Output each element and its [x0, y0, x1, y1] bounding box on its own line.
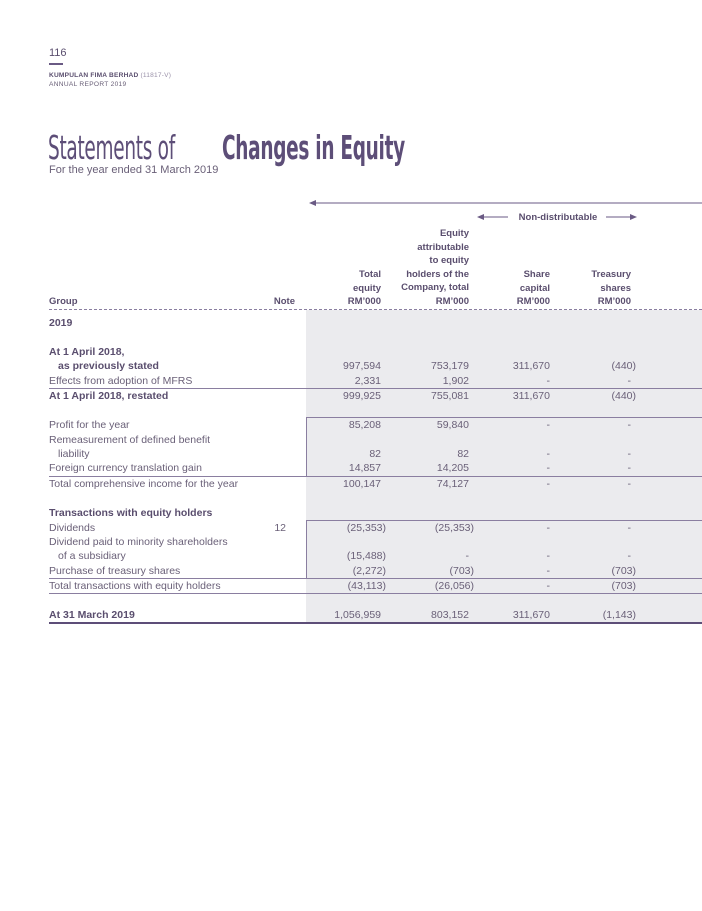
value-treasury-shares: (703): [611, 580, 636, 592]
value-equity-attributable: 59,840: [436, 419, 469, 431]
row-label: of a subsidiary: [58, 550, 126, 562]
value-total-equity: 999,925: [343, 390, 381, 402]
value-treasury-shares: -: [627, 478, 631, 490]
value-total-equity: 1,056,959: [334, 609, 381, 621]
page-number: 116: [49, 47, 67, 59]
value-treasury-shares: -: [627, 419, 631, 431]
row-divider: [49, 593, 702, 594]
registration-number: (11817-V): [140, 72, 172, 79]
value-share-capital: 311,670: [512, 609, 550, 621]
col-share-capital: [480, 268, 550, 309]
row-label: At 1 April 2018,: [49, 346, 125, 358]
report-name: ANNUAL REPORT 2019: [49, 81, 127, 88]
row-label: Effects from adoption of MFRS: [49, 375, 193, 387]
col-header-line: Equity: [439, 228, 469, 239]
value-equity-attributable: -: [465, 550, 469, 562]
col-header-line: attributable: [417, 241, 469, 253]
col-equity-attributable: [370, 227, 469, 308]
value-treasury-shares: -: [627, 462, 631, 474]
value-equity-attributable: (25,353): [434, 522, 474, 534]
col-treasury-shares: [560, 268, 631, 309]
col-header-line: shares: [600, 282, 631, 294]
row-note: 12: [274, 522, 286, 534]
value-total-equity: (15,488): [346, 550, 386, 562]
value-equity-attributable: (26,056): [434, 580, 474, 592]
value-share-capital: 311,670: [512, 360, 550, 372]
title-part-bold: Changes in Equity: [221, 128, 405, 167]
col-header-line: Total: [359, 269, 381, 280]
row-label: Remeasurement of defined benefit: [49, 434, 211, 446]
row-label: At 1 April 2018, restated: [49, 390, 169, 402]
value-share-capital: 311,670: [512, 390, 550, 402]
row-label: Purchase of treasury shares: [49, 565, 181, 577]
value-equity-attributable: 755,081: [431, 390, 469, 402]
row-label: Transactions with equity holders: [49, 507, 213, 519]
col-note: Note: [273, 296, 295, 307]
value-treasury-shares: -: [627, 550, 631, 562]
value-total-equity: (43,113): [347, 580, 386, 592]
col-header-line: Company, total: [401, 282, 469, 293]
value-equity-attributable: 803,152: [431, 609, 469, 621]
col-header-line: RM’000: [435, 295, 469, 307]
value-equity-attributable: 82: [457, 448, 469, 460]
row-label: Total comprehensive income for the year: [49, 478, 239, 490]
row-label: Foreign currency translation gain: [49, 462, 202, 474]
value-share-capital: -: [546, 375, 550, 387]
col-header-line: RM’000: [516, 296, 550, 307]
value-share-capital: -: [546, 522, 550, 534]
value-total-equity: 997,594: [343, 360, 381, 372]
value-total-equity: 14,857: [348, 462, 381, 474]
col-header-line: Share: [523, 269, 550, 280]
col-group: Group: [49, 296, 78, 307]
value-share-capital: -: [546, 550, 550, 562]
value-total-equity: 85,208: [348, 419, 381, 431]
row-label: Dividends: [49, 522, 96, 534]
value-treasury-shares: (1,143): [602, 609, 636, 621]
value-share-capital: -: [546, 419, 550, 431]
title-part-regular: Statements of: [48, 128, 175, 167]
value-total-equity: 100,147: [343, 478, 381, 490]
value-share-capital: -: [546, 580, 550, 592]
row-label: Profit for the year: [49, 419, 130, 431]
row-label: At 31 March 2019: [49, 609, 135, 621]
value-total-equity: (25,353): [346, 522, 386, 534]
value-equity-attributable: 753,179: [431, 360, 469, 372]
value-treasury-shares: -: [627, 375, 631, 387]
value-share-capital: -: [546, 462, 550, 474]
col-total-equity: [300, 268, 381, 309]
page-subtitle: For the year ended 31 March 2019: [49, 164, 219, 176]
row-label: liability: [58, 448, 90, 460]
value-total-equity: (2,272): [352, 565, 386, 577]
col-header-line: RM’000: [347, 296, 381, 307]
non-distributable-label: Non-distributable: [518, 212, 598, 223]
row-label: Dividend paid to minority shareholders: [49, 536, 228, 548]
header-divider: [49, 309, 702, 310]
year-label: 2019: [49, 317, 73, 329]
value-treasury-shares: -: [627, 448, 631, 460]
value-treasury-shares: (440): [611, 360, 636, 372]
col-header-line: Treasury: [591, 269, 631, 280]
col-header-line: capital: [519, 282, 550, 294]
value-equity-attributable: 14,205: [436, 462, 469, 474]
table-bottom-rule: [49, 622, 702, 624]
col-header-line: equity: [353, 282, 381, 294]
value-equity-attributable: (703): [449, 565, 474, 577]
value-treasury-shares: -: [627, 522, 631, 534]
value-share-capital: -: [546, 478, 550, 490]
row-label: as previously stated: [58, 360, 159, 372]
value-equity-attributable: 1,902: [442, 375, 469, 387]
col-header-line: to equity: [429, 255, 469, 266]
value-total-equity: 82: [369, 448, 381, 460]
row-label: Total transactions with equity holders: [49, 580, 221, 592]
company-name-text: KUMPULAN FIMA BERHAD: [49, 72, 139, 79]
value-treasury-shares: (440): [611, 390, 636, 402]
col-header-line: holders of the: [406, 268, 469, 280]
value-share-capital: -: [546, 565, 550, 577]
value-equity-attributable: 74,127: [436, 478, 469, 490]
value-treasury-shares: (703): [611, 565, 636, 577]
value-share-capital: -: [546, 448, 550, 460]
value-total-equity: 2,331: [354, 375, 381, 387]
col-header-line: RM’000: [597, 296, 631, 307]
